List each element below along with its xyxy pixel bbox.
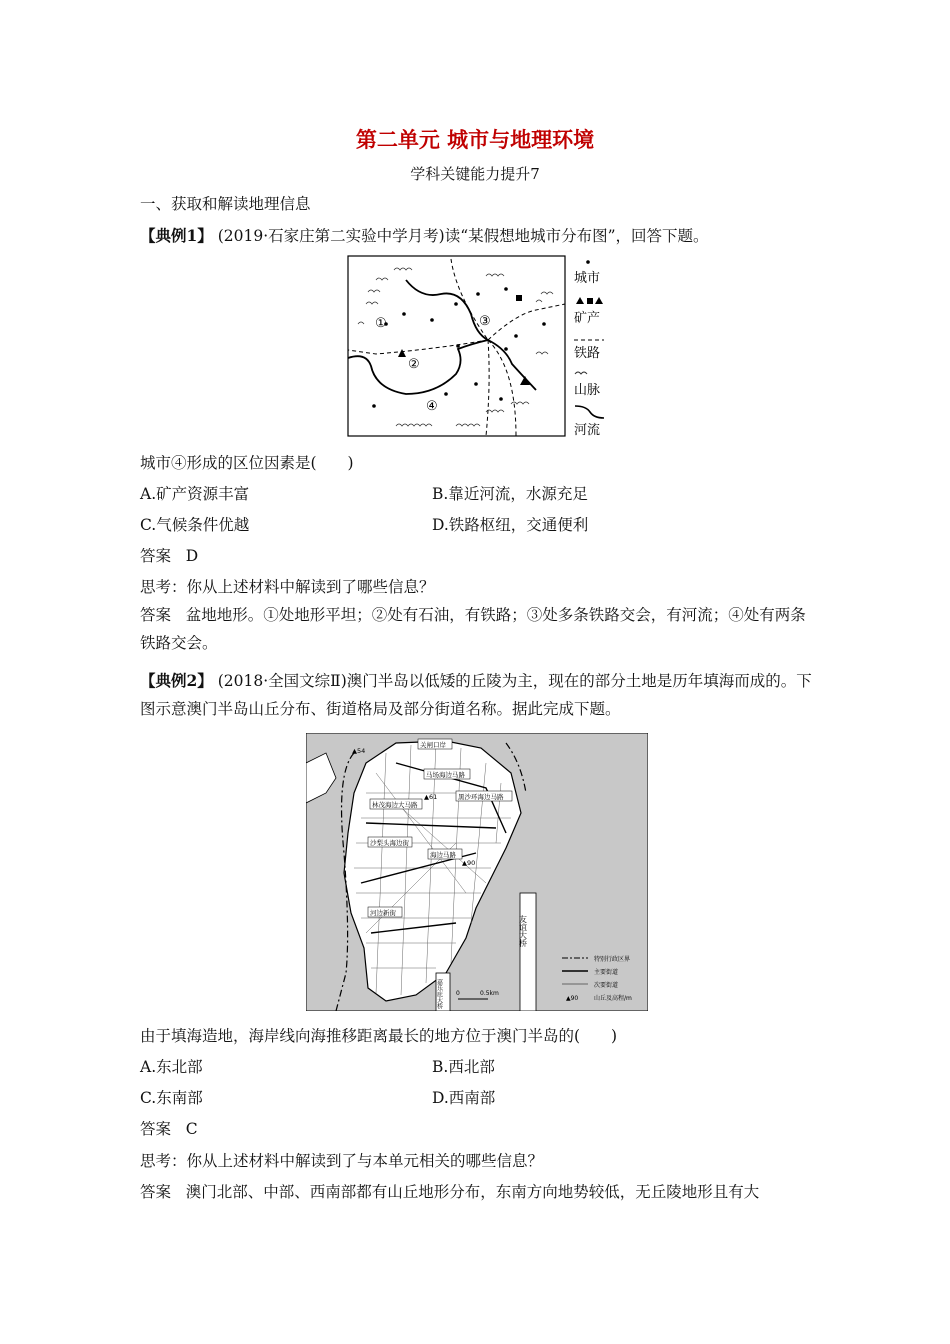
legend-river: 河流 <box>574 423 601 438</box>
answer-label: 答案 <box>140 1120 172 1138</box>
example2-option-b: B.西北部 <box>432 1058 495 1076</box>
think-answer-label: 答案 <box>140 606 172 624</box>
svg-text:山丘及高程/m: 山丘及高程/m <box>594 995 632 1002</box>
region-label-3: ③ <box>479 314 491 329</box>
example1-think: 思考：你从上述材料中解读到了哪些信息？ <box>140 578 435 596</box>
example1-stem <box>140 224 709 246</box>
label-friendship-bridge: 友谊大桥 <box>518 915 528 947</box>
legend-mountain: 山脉 <box>574 383 601 398</box>
svg-text:0: 0 <box>456 990 460 997</box>
label-street-4: 沙梨头海边街 <box>370 839 409 847</box>
page-subtitle: 学科关键能力提升7 <box>410 165 540 183</box>
label-street-6: 河边新街 <box>370 909 396 917</box>
svg-text:次要街道: 次要街道 <box>594 982 619 989</box>
example1-option-a: A.矿产资源丰富 <box>140 485 250 503</box>
think-answer-text: 盆地地形。①处地形平坦；②处有石油，有铁路；③处多条铁路交会，有河流；④处有两条铁路交会。 <box>140 606 806 652</box>
legend-city: 城市 <box>574 271 601 286</box>
section-heading: 一、获取和解读地理信息 <box>140 195 311 213</box>
example2-option-a: A.东北部 <box>140 1058 203 1076</box>
example2-stem-text: (2018·全国文综Ⅱ)澳门半岛以低矮的丘陵为主，现在的部分土地是历年填海而成的。下图示意澳门半岛山丘分布、街道格局及部分街道名称。据此完成下题。 <box>140 672 812 718</box>
mineral-square <box>516 295 522 301</box>
city-distribution-map <box>346 254 606 438</box>
legend-city-symbol <box>586 260 590 264</box>
example2-tag: 【典例2】 <box>140 671 213 690</box>
example1-option-d: D.铁路枢纽，交通便利 <box>432 516 589 534</box>
example1-tag: 【典例1】 <box>140 226 213 245</box>
peak-90: ▲90 <box>462 859 476 867</box>
example2-answer <box>140 1117 198 1139</box>
region-label-2: ② <box>408 357 420 372</box>
label-border-gate: 关闸口岸 <box>420 741 446 749</box>
example2-think: 思考：你从上述材料中解读到了与本单元相关的哪些信息？ <box>140 1152 544 1170</box>
label-street-1: 马场海边马路 <box>426 771 465 779</box>
answer-value: C <box>185 1120 198 1138</box>
think-answer-text: 澳门北部、中部、西南部都有山丘地形分布，东南方向地势较低，无丘陵地形且有大 <box>185 1183 760 1201</box>
svg-text:主要街道: 主要街道 <box>594 969 619 976</box>
label-street-5: 海边马路 <box>430 851 456 859</box>
svg-text:特别行政区界: 特别行政区界 <box>594 956 631 963</box>
answer-value: D <box>185 547 199 565</box>
example1-option-b: B.靠近河流，水源充足 <box>432 485 588 503</box>
peak-61: ▲61 <box>424 793 438 801</box>
legend-mineral: 矿产 <box>574 311 601 326</box>
label-street-2: 黑沙环海边马路 <box>458 793 504 801</box>
example2-option-d: D.西南部 <box>432 1089 496 1107</box>
label-street-3: 林茂海边大马路 <box>372 801 418 809</box>
svg-text:▲90: ▲90 <box>566 995 579 1002</box>
macau-peninsula-map <box>306 733 648 1011</box>
example2-think-answer <box>140 1180 759 1202</box>
legend-railway: 铁路 <box>574 346 601 361</box>
region-label-4: ④ <box>426 399 438 414</box>
think-answer-label: 答案 <box>140 1183 172 1201</box>
region-label-1: ① <box>375 316 387 331</box>
friendship-bridge <box>520 893 536 1011</box>
example2-option-c: C.东南部 <box>140 1089 203 1107</box>
example1-answer <box>140 544 198 566</box>
label-carlos-bridge: 嘉乐庇大桥 <box>435 979 443 1009</box>
example1-stem-text: (2019·石家庄第二实验中学月考)读“某假想地城市分布图”，回答下题。 <box>217 227 709 245</box>
example1-question: 城市④形成的区位因素是( ) <box>140 454 354 472</box>
answer-label: 答案 <box>140 547 172 565</box>
example2-question: 由于填海造地，海岸线向海推移距离最长的地方位于澳门半岛的( ) <box>140 1027 618 1045</box>
example1-think-answer <box>140 601 815 657</box>
example2-stem <box>140 667 815 723</box>
peak-54: ▲54 <box>352 747 366 755</box>
page-title: 第二单元 城市与地理环境 <box>355 128 595 152</box>
svg-text:0.5km: 0.5km <box>480 990 499 997</box>
example1-option-c: C.气候条件优越 <box>140 516 250 534</box>
